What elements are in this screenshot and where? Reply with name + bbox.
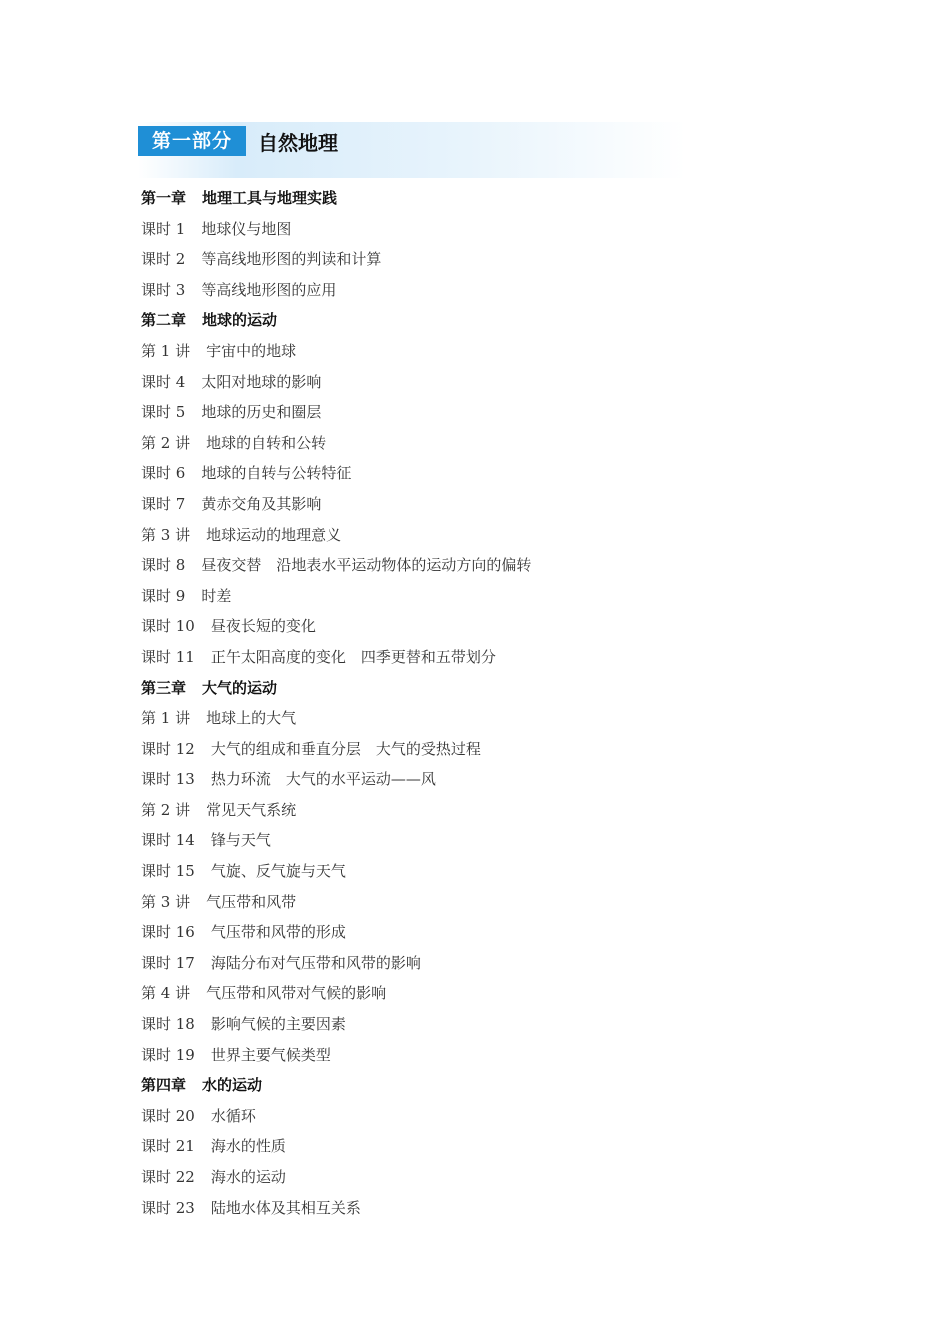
toc-chapter[interactable] (141, 1070, 841, 1101)
toc-lecture[interactable] (141, 795, 841, 826)
toc-entry-number: 课时 8 (141, 556, 186, 575)
toc-entry-title: 地球的自转和公转 (206, 433, 327, 452)
toc-lesson[interactable] (141, 214, 841, 245)
toc-lecture[interactable] (141, 428, 841, 459)
toc-entry-title: 气旋、反气旋与天气 (210, 862, 346, 881)
toc-entry-title: 海水的运动 (210, 1168, 286, 1186)
toc-entry-number: 课时 10 (141, 617, 195, 636)
toc-entry-number: 课时 16 (141, 923, 195, 942)
toc-entry-title: 海水的性质 (210, 1137, 286, 1156)
toc-entry-title: 黄赤交角及其影响 (201, 494, 322, 513)
toc-chapter[interactable] (141, 673, 841, 704)
toc-entry-number: 第二章 (141, 311, 187, 330)
toc-entry-title: 时差 (201, 586, 232, 605)
toc-entry-title: 陆地水体及其相互关系 (210, 1198, 361, 1217)
toc-entry-number: 课时 9 (141, 586, 186, 605)
toc-entry-title: 地球上的大气 (206, 709, 297, 728)
toc-entry-title: 常见天气系统 (206, 800, 297, 819)
toc-entry-number: 第 2 讲 (141, 433, 191, 452)
toc-entry-title: 地球仪与地图 (201, 219, 292, 238)
toc-entry-number: 课时 3 (141, 280, 186, 299)
toc-lecture[interactable] (141, 978, 841, 1009)
toc-entry-title: 水循环 (210, 1106, 256, 1125)
toc-lesson[interactable] (141, 489, 841, 520)
toc-entry-number: 第 1 讲 (141, 709, 191, 728)
toc-entry-title: 地理工具与地理实践 (202, 189, 338, 207)
toc-entry-title: 大气的运动 (202, 678, 278, 697)
toc-lesson[interactable] (141, 764, 841, 795)
table-of-contents (141, 183, 841, 1223)
toc-entry-number: 课时 23 (141, 1198, 195, 1217)
toc-entry-number: 课时 1 (141, 219, 186, 238)
toc-lesson[interactable] (141, 948, 841, 979)
toc-entry-number: 课时 6 (141, 464, 186, 483)
toc-entry-title: 大气的组成和垂直分层 大气的受热过程 (210, 739, 481, 758)
toc-entry-title: 地球的自转与公转特征 (201, 464, 352, 483)
toc-lesson[interactable] (141, 642, 841, 673)
toc-entry-number: 课时 15 (141, 862, 195, 881)
toc-entry-title: 气压带和风带的形成 (210, 923, 346, 942)
toc-lecture[interactable] (141, 703, 841, 734)
toc-entry-title: 正午太阳高度的变化 四季更替和五带划分 (210, 647, 496, 666)
part-title: 自然地理 (258, 131, 338, 155)
toc-lesson[interactable] (141, 734, 841, 765)
toc-entry-number: 课时 12 (141, 739, 195, 758)
toc-lesson[interactable] (141, 550, 841, 581)
toc-entry-title: 海陆分布对气压带和风带的影响 (210, 953, 421, 972)
toc-lesson[interactable] (141, 825, 841, 856)
toc-entry-number: 课时 19 (141, 1045, 195, 1064)
toc-entry-title: 影响气候的主要因素 (210, 1015, 346, 1034)
toc-chapter[interactable] (141, 183, 841, 214)
toc-lesson[interactable] (141, 1193, 841, 1224)
toc-entry-number: 课时 18 (141, 1015, 195, 1034)
toc-entry-number: 第三章 (141, 678, 187, 697)
toc-entry-title: 地球运动的地理意义 (206, 525, 342, 544)
toc-entry-title: 世界主要气候类型 (210, 1045, 331, 1064)
toc-lesson[interactable] (141, 856, 841, 887)
toc-entry-title: 水的运动 (202, 1076, 263, 1095)
toc-entry-number: 第四章 (141, 1076, 187, 1095)
toc-lesson[interactable] (141, 1040, 841, 1071)
toc-lecture[interactable] (141, 336, 841, 367)
toc-entry-number: 课时 17 (141, 953, 195, 972)
toc-entry-number: 第 1 讲 (141, 341, 191, 360)
toc-lesson[interactable] (141, 581, 841, 612)
toc-lesson[interactable] (141, 397, 841, 428)
toc-entry-title: 昼夜长短的变化 (210, 617, 316, 636)
toc-lesson[interactable] (141, 275, 841, 306)
toc-lesson[interactable] (141, 1009, 841, 1040)
toc-lesson[interactable] (141, 1131, 841, 1162)
toc-lesson[interactable] (141, 244, 841, 275)
toc-entry-number: 课时 13 (141, 770, 195, 789)
toc-entry-title: 热力环流 大气的水平运动——风 (210, 770, 436, 789)
toc-entry-number: 课时 20 (141, 1106, 195, 1125)
toc-entry-number: 第 4 讲 (141, 984, 191, 1003)
toc-entry-title: 等高线地形图的应用 (201, 280, 337, 299)
toc-entry-number: 课时 22 (141, 1168, 195, 1186)
toc-entry-title: 地球的历史和圈层 (201, 403, 322, 422)
toc-chapter[interactable] (141, 305, 841, 336)
toc-entry-title: 昼夜交替 沿地表水平运动物体的运动方向的偏转 (201, 556, 532, 575)
toc-entry-number: 课时 14 (141, 831, 195, 850)
toc-entry-title: 气压带和风带 (206, 892, 297, 911)
toc-entry-number: 第一章 (141, 189, 187, 207)
toc-entry-title: 锋与天气 (210, 831, 271, 850)
toc-entry-number: 课时 7 (141, 494, 186, 513)
toc-lecture[interactable] (141, 520, 841, 551)
toc-entry-title: 地球的运动 (202, 311, 278, 330)
toc-entry-title: 等高线地形图的判读和计算 (201, 250, 382, 269)
toc-entry-number: 课时 4 (141, 372, 186, 391)
toc-entry-number: 第 3 讲 (141, 525, 191, 544)
toc-lecture[interactable] (141, 887, 841, 918)
toc-entry-number: 第 3 讲 (141, 892, 191, 911)
toc-entry-title: 宇宙中的地球 (206, 341, 297, 360)
toc-entry-number: 课时 2 (141, 250, 186, 269)
toc-entry-number: 课时 11 (141, 647, 195, 666)
toc-entry-title: 太阳对地球的影响 (201, 372, 322, 391)
toc-lesson[interactable] (141, 1101, 841, 1132)
part-label: 第一部分 (138, 126, 246, 156)
toc-lesson[interactable] (141, 458, 841, 489)
toc-lesson[interactable] (141, 1162, 841, 1193)
toc-lesson[interactable] (141, 611, 841, 642)
toc-entry-number: 第 2 讲 (141, 800, 191, 819)
toc-lesson[interactable] (141, 917, 841, 948)
toc-entry-number: 课时 21 (141, 1137, 195, 1156)
toc-entry-title: 气压带和风带对气候的影响 (206, 984, 387, 1003)
toc-lesson[interactable] (141, 367, 841, 398)
toc-entry-number: 课时 5 (141, 403, 186, 422)
